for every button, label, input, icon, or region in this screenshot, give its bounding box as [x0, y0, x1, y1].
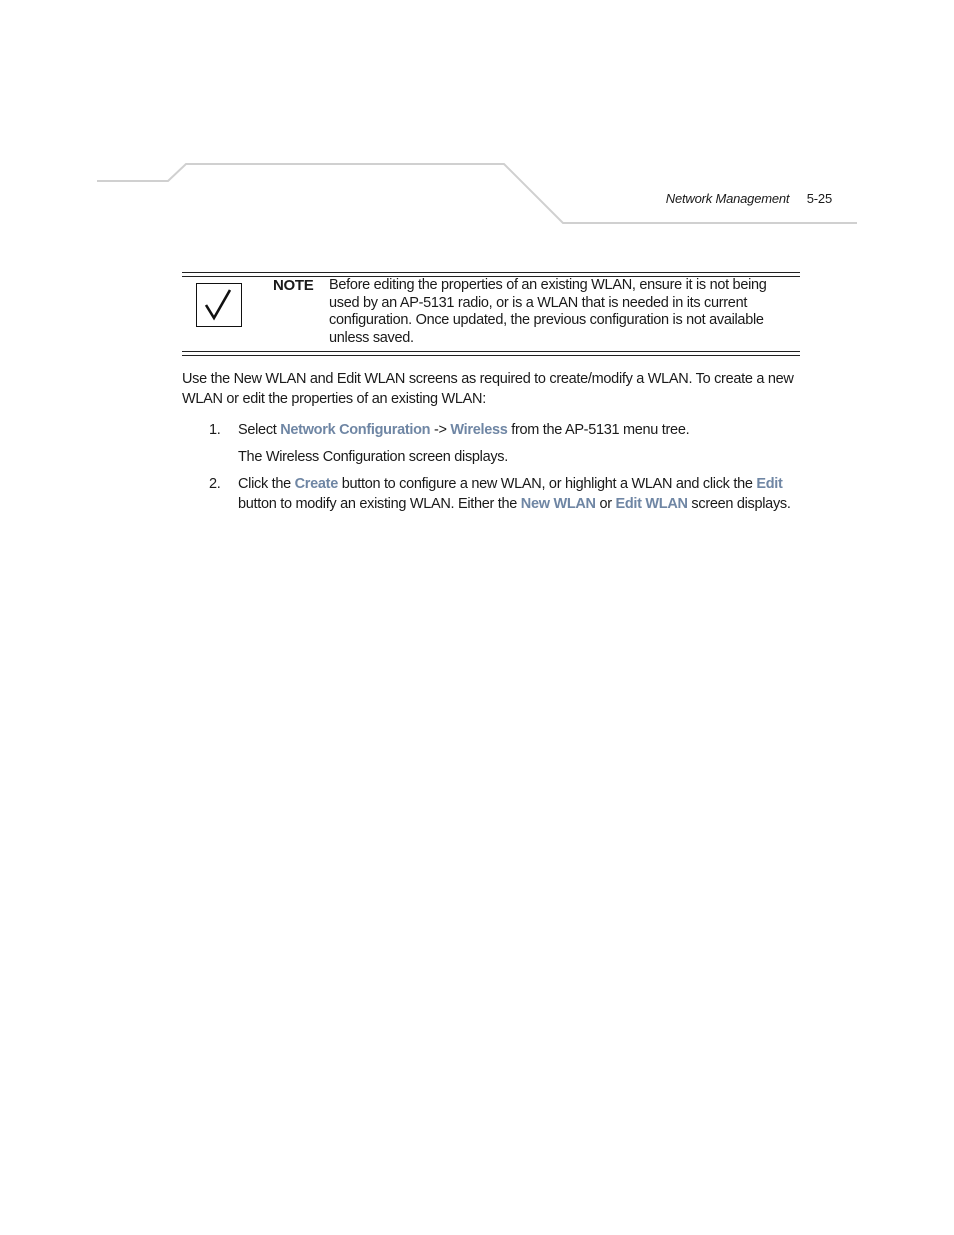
ui-reference-edit-wlan: Edit WLAN: [615, 496, 688, 512]
step-text-fragment: or: [595, 496, 616, 512]
step-text-fragment: from the AP-5131 menu tree.: [507, 422, 690, 438]
note-box: [182, 272, 800, 356]
step-result-text: The Wireless Configuration screen displays.: [238, 449, 508, 465]
step-text: [238, 420, 808, 440]
ui-reference-create: Create: [294, 476, 338, 492]
note-label: NOTE: [273, 277, 314, 294]
step-text-fragment: Select: [238, 422, 281, 438]
checkmark-icon: [196, 283, 242, 327]
step-text-fragment: screen displays.: [687, 496, 791, 512]
note-text: Before editing the properties of an existing WLAN, ensure it is not being used by an AP-5131 radio, or is a WLAN that is needed in its current configuration. Once updated, the previous configuration is not available unless saved.: [329, 277, 767, 346]
ui-reference-new-wlan: New WLAN: [520, 496, 596, 512]
step-text-fragment: button to configure a new WLAN, or highlight a WLAN and click the: [337, 476, 757, 492]
intro-paragraph: Use the New WLAN and Edit WLAN screens as required to create/modify a WLAN. To create a new WLAN or edit the properties of an existing WLAN:: [182, 371, 794, 407]
running-header: [666, 191, 832, 206]
step-number: 2.: [209, 476, 221, 492]
ui-reference-edit: Edit: [756, 476, 783, 492]
step-text-fragment: Click the: [238, 476, 295, 492]
ui-reference-network-configuration: Network Configuration: [280, 422, 431, 438]
step-text-fragment: button to modify an existing WLAN. Either the: [238, 496, 521, 512]
ui-reference-wireless: Wireless: [450, 422, 508, 438]
header-page-number: 5-25: [806, 191, 832, 206]
step-number: 1.: [209, 422, 221, 438]
header-section-title: Network Management: [665, 191, 790, 206]
step-text-fragment: ->: [430, 422, 451, 438]
step-text: [238, 474, 808, 514]
